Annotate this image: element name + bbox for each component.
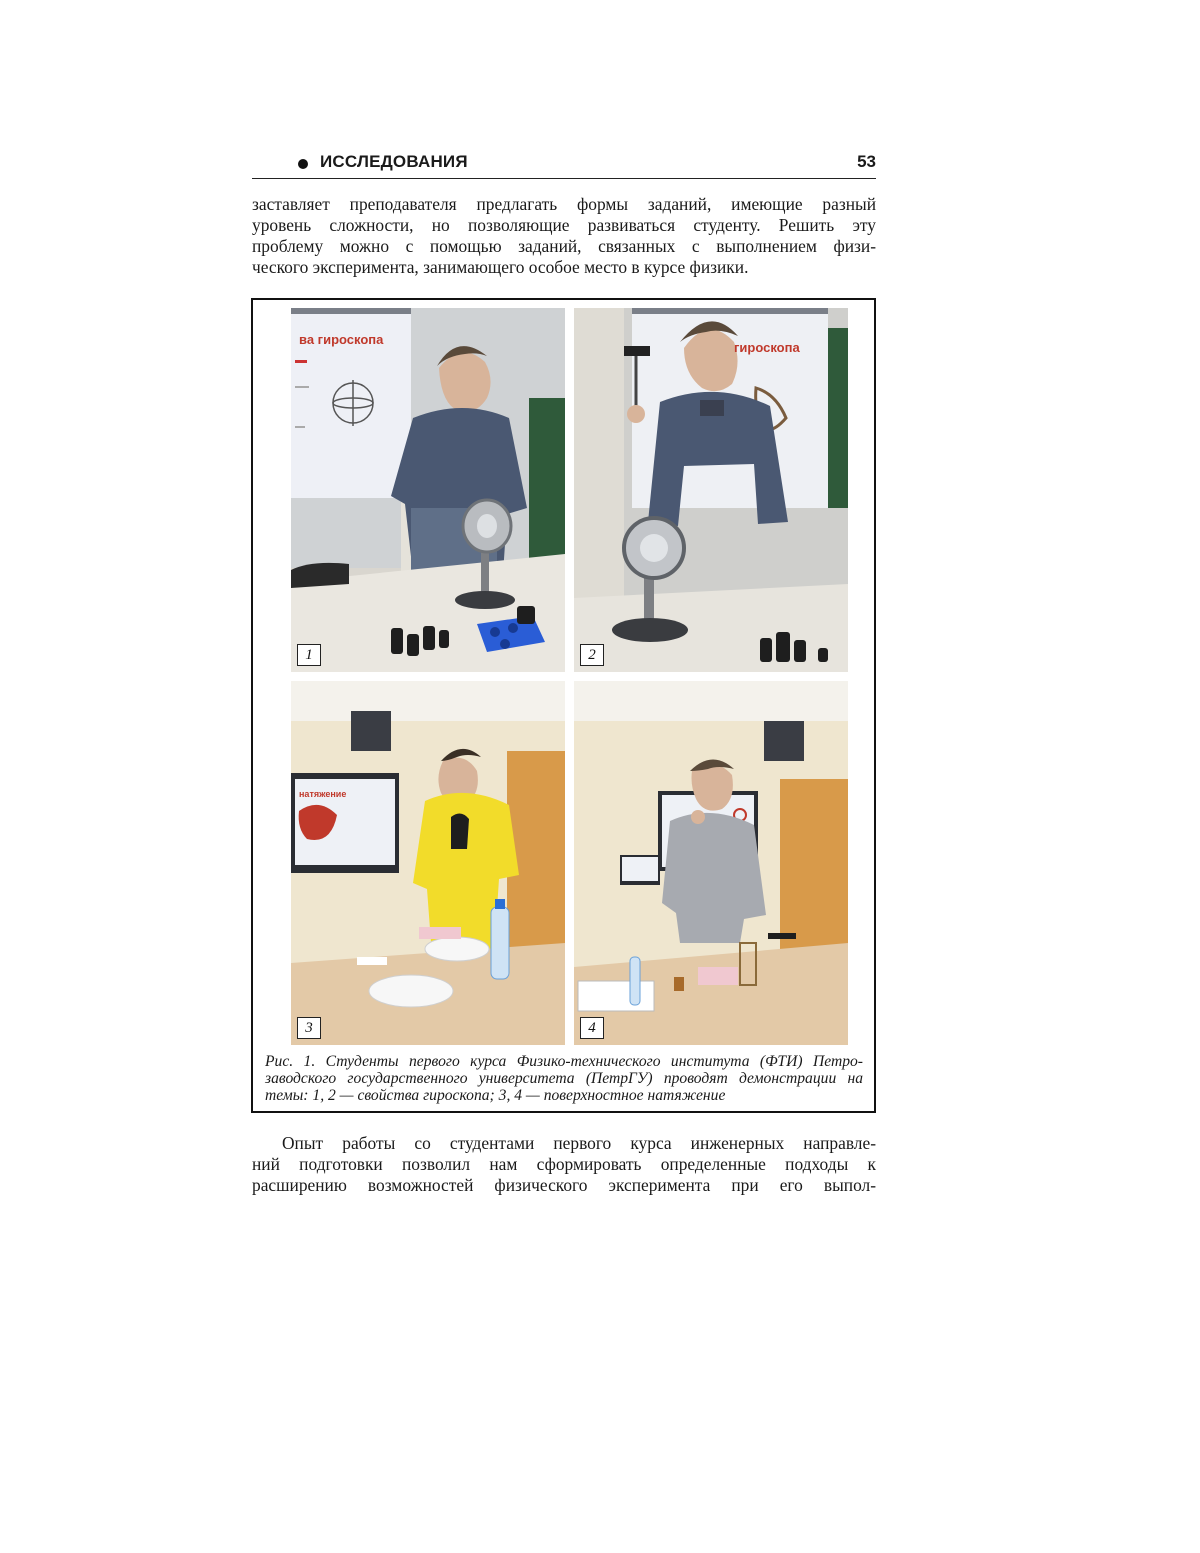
- paragraph-top: [252, 194, 876, 278]
- slide-text: натяжение: [299, 789, 347, 799]
- photo-gyroscope-1: [291, 308, 565, 672]
- panel-number: 3: [297, 1017, 321, 1039]
- text-line: проблему можно с помощью заданий, связанных с выполнением физи-: [252, 236, 876, 256]
- section-title: ИССЛЕДОВАНИЯ: [320, 152, 468, 171]
- caption-line: заводского государственного университета (ПетрГУ) проводят демонстрации на: [265, 1070, 863, 1087]
- text-line: Опыт работы со студентами первого курса инженерных направле-: [282, 1133, 876, 1153]
- text-line: ческого эксперимента, занимающего особое место в курсе физики.: [252, 257, 749, 277]
- text-line: заставляет преподавателя предлагать формы заданий, имеющие разный: [252, 194, 876, 214]
- figure-caption: [265, 1053, 863, 1104]
- slide-text: гироскопа: [734, 340, 800, 355]
- text-line: ний подготовки позволил нам сформировать определенные подходы к: [252, 1154, 876, 1174]
- bullet-icon: [298, 159, 308, 169]
- running-header: [252, 150, 876, 179]
- panel-number: 2: [580, 644, 604, 666]
- caption-line: Рис. 1. Студенты первого курса Физико-технического института (ФТИ) Петро-: [265, 1053, 863, 1070]
- photo-surface-tension-2: [574, 681, 848, 1045]
- caption-line: темы: 1, 2 — свойства гироскопа; 3, 4 — поверхностное натяжение: [265, 1087, 726, 1104]
- text-line: уровень сложности, но позволяющие развиваться студенту. Решить эту: [252, 215, 876, 235]
- photo-gyroscope-2: [574, 308, 848, 672]
- paragraph-bottom: [252, 1133, 876, 1196]
- text-line: расширению возможностей физического эксперимента при его выпол-: [252, 1175, 876, 1195]
- panel-number: 4: [580, 1017, 604, 1039]
- figure: [251, 298, 876, 1113]
- page-number: 53: [857, 152, 876, 171]
- panel-number: 1: [297, 644, 321, 666]
- slide-text: ва гироскопа: [299, 332, 384, 347]
- photo-surface-tension-1: [291, 681, 565, 1045]
